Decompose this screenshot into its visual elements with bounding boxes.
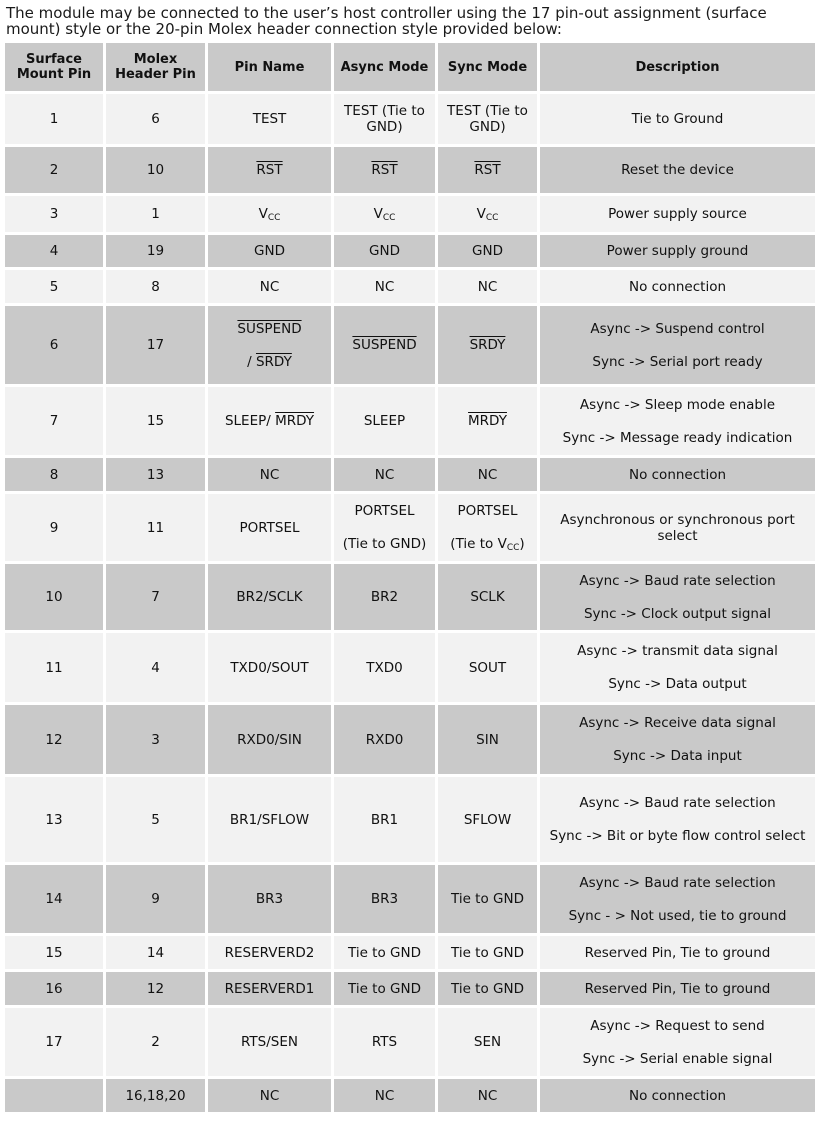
table-row: 1 6 TEST TEST (Tie to GND) TEST (Tie to GND) Tie to Ground: [5, 94, 815, 144]
col-description: Description: [540, 43, 815, 91]
col-surface-mount-pin: Surface Mount Pin: [5, 43, 103, 91]
pin-assignment-table: [2, 40, 818, 1115]
intro-paragraph: The module may be connected to the user’s host controller using the 17 pin-out assignment (surface mount) style or the 20-pin Molex header connection style provided below:: [6, 4, 767, 38]
col-molex-header-pin: Molex Header Pin: [106, 43, 205, 91]
table-row: 16 12 RESERVERD1 Tie to GND Tie to GND Reserved Pin, Tie to ground: [5, 972, 815, 1005]
table-row: 14 9 BR3 BR3 Tie to GND Async -> Baud rate selection Sync - > Not used, tie to ground: [5, 865, 815, 933]
table-row: 15 14 RESERVERD2 Tie to GND Tie to GND Reserved Pin, Tie to ground: [5, 936, 815, 969]
table-header-row: [5, 43, 815, 91]
table-row: 7 15 SLEEP/ MRDY SLEEP MRDY Async -> Sleep mode enable Sync -> Message ready indication: [5, 387, 815, 455]
table-row: 11 4 TXD0/SOUT TXD0 SOUT Async -> transmit data signal Sync -> Data output: [5, 633, 815, 702]
table-row: 2 10 $\overline{RST}$ $\overline{RST}$ $\overline{RST}$ Reset the device: [5, 147, 815, 193]
table-row: 6 17 SUSPEND / SRDY SUSPEND SRDY Async -> Suspend control Sync -> Serial port ready: [5, 306, 815, 384]
table-row: 4 19 GND GND GND Power supply ground: [5, 235, 815, 267]
col-pin-name: Pin Name: [208, 43, 331, 91]
table-row: 8 13 NC NC NC No connection: [5, 458, 815, 491]
table-row: 10 7 BR2/SCLK BR2 SCLK Async -> Baud rate selection Sync -> Clock output signal: [5, 564, 815, 630]
col-sync-mode: Sync Mode: [438, 43, 537, 91]
table-row: 3 1 $V_{CC}$ $V_{CC}$ $V_{CC}$ Power supply source: [5, 196, 815, 232]
table-row: 16,18,20 NC NC NC No connection: [5, 1079, 815, 1112]
table-row: 12 3 RXD0/SIN RXD0 SIN Async -> Receive data signal Sync -> Data input: [5, 705, 815, 774]
table-row: 13 5 BR1/SFLOW BR1 SFLOW Async -> Baud rate selection Sync -> Bit or byte flow control select: [5, 777, 815, 862]
table-row: 5 8 NC NC NC No connection: [5, 270, 815, 303]
table-row: 17 2 RTS/SEN RTS SEN Async -> Request to send Sync -> Serial enable signal: [5, 1008, 815, 1076]
table-row: 9 11 PORTSEL PORTSEL (Tie to GND) PORTSEL (Tie to $V_{CC}$) Asynchronous or synchronous port select: [5, 494, 815, 561]
col-async-mode: Async Mode: [334, 43, 435, 91]
